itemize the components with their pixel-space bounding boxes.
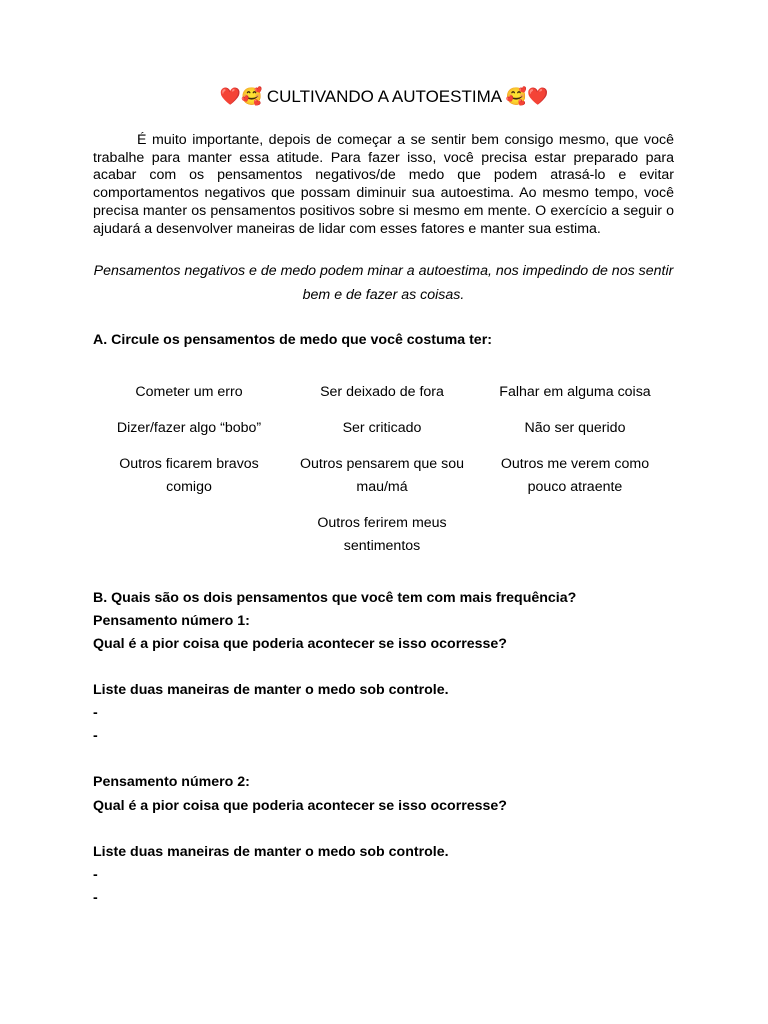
fear-option[interactable]: Ser criticado bbox=[342, 420, 422, 436]
heart-smile-emoji-left: ❤️🥰 bbox=[219, 87, 263, 107]
thought-1-question: Qual é a pior coisa que poderia acontecer se isso ocorresse? bbox=[93, 636, 507, 652]
fear-option[interactable]: Cometer um erro bbox=[135, 384, 243, 400]
intro-paragraph: É muito importante, depois de começar a se sentir bem consigo mesmo, que você trabalhe para manter essa atitude. Para fazer isso, você precisa estar preparado para acabar com os pensamentos negativos/de medo que podem atrasá-lo e evitar comportamentos negativos que possam diminuir sua autoestima. Ao mesmo tempo, você precisa manter os pensamentos positivos sobre si mesmo em mente. O exercício a seguir o ajudará a desenvolver maneiras de lidar com esses fatores e manter sua estima. bbox=[93, 132, 674, 237]
thought-1-bullet: - bbox=[93, 705, 98, 721]
fear-option[interactable]: Outros pensarem que sou mau/má bbox=[299, 456, 465, 496]
fear-option[interactable]: Dizer/fazer algo “bobo” bbox=[116, 420, 262, 436]
thought-1-bullet: - bbox=[93, 728, 98, 744]
fear-option[interactable]: Outros me verem como pouco atraente bbox=[500, 456, 650, 496]
thought-2-question: Qual é a pior coisa que poderia acontecer se isso ocorresse? bbox=[93, 798, 507, 814]
thought-2-bullet: - bbox=[93, 867, 98, 883]
fear-option[interactable]: Não ser querido bbox=[524, 420, 626, 436]
thought-2-list-prompt: Liste duas maneiras de manter o medo sob controle. bbox=[93, 844, 449, 860]
page-title bbox=[0, 86, 768, 108]
thought-1-list-prompt: Liste duas maneiras de manter o medo sob controle. bbox=[93, 682, 449, 698]
fear-option[interactable]: Ser deixado de fora bbox=[320, 384, 444, 400]
fear-option[interactable]: Outros ferirem meus sentimentos bbox=[317, 515, 447, 555]
thought-2-bullet: - bbox=[93, 890, 98, 906]
section-b-heading: B. Quais são os dois pensamentos que você tem com mais frequência? bbox=[93, 590, 577, 606]
thought-2-label: Pensamento número 2: bbox=[93, 774, 250, 790]
italic-quote: Pensamentos negativos e de medo podem minar a autoestima, nos impedindo de nos sentir bem e de fazer as coisas. bbox=[93, 263, 674, 303]
fear-option[interactable]: Falhar em alguma coisa bbox=[499, 384, 651, 400]
title-text: CULTIVANDO A AUTOESTIMA bbox=[266, 87, 502, 106]
section-a-heading: A. Circule os pensamentos de medo que você costuma ter: bbox=[93, 332, 492, 348]
smile-heart-emoji-right: 🥰❤️ bbox=[505, 87, 549, 107]
thought-1-label: Pensamento número 1: bbox=[93, 613, 250, 629]
fear-option[interactable]: Outros ficarem bravos comigo bbox=[119, 456, 259, 496]
